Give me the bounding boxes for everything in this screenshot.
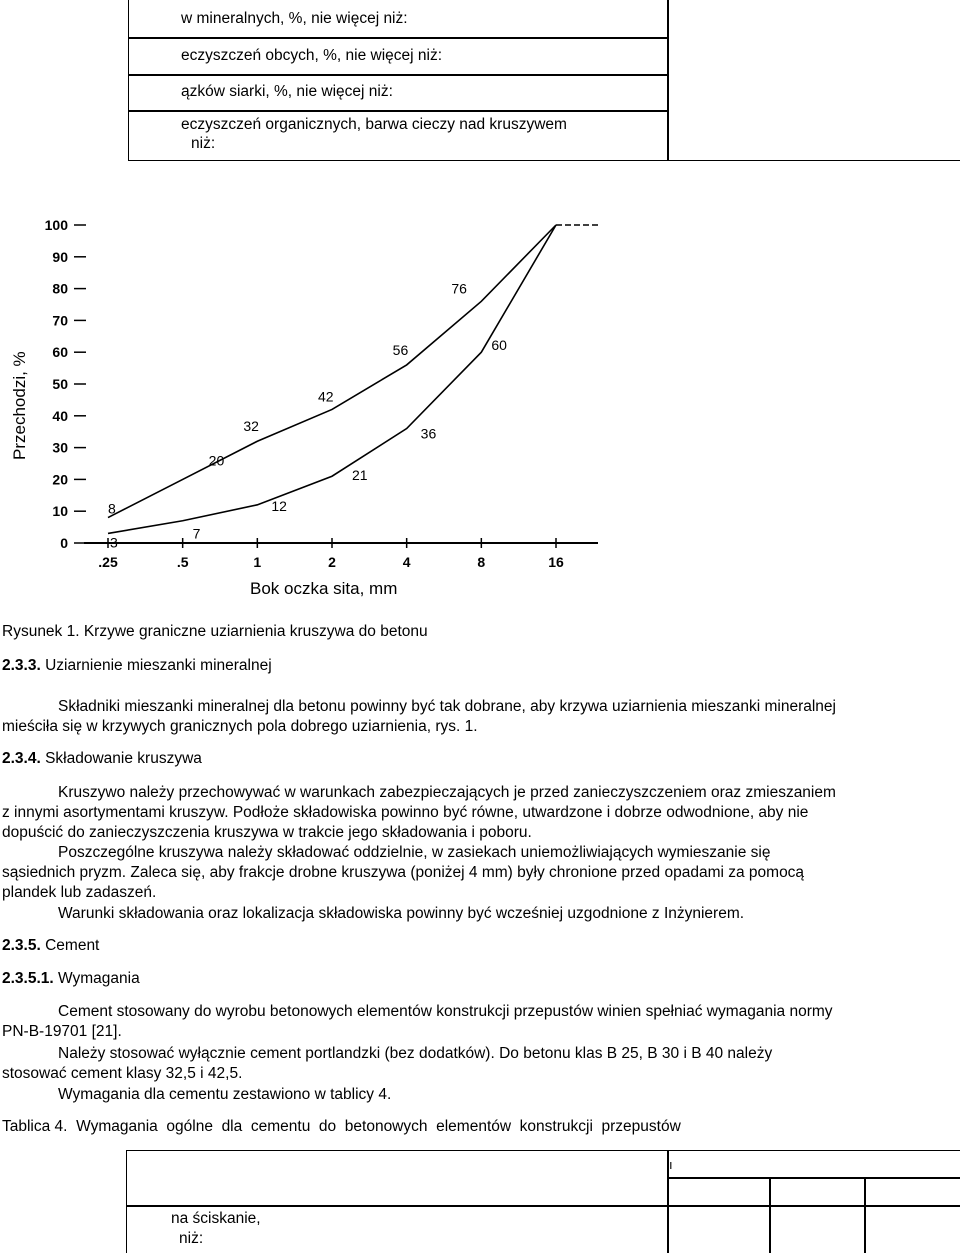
- data-label: 76: [451, 280, 467, 297]
- x-tick-label: .25: [98, 554, 118, 570]
- section-title: Cement: [45, 937, 100, 954]
- section-title: Uziarnienie mieszanki mineralnej: [45, 657, 272, 674]
- x-tick-label: .5: [176, 554, 189, 570]
- section-number: 2.3.3.: [2, 657, 41, 674]
- data-label: 32: [243, 418, 259, 435]
- paragraph-line: z innymi asortymentami kruszyw. Podłoże składowiska powinno być równe, utwardzone i dobrze odwodnione, aby nie: [2, 804, 809, 821]
- table-row-line: [129, 110, 667, 112]
- table-row-line: [129, 74, 667, 76]
- x-tick-label: 4: [402, 554, 411, 570]
- table-column-divider: [667, 0, 669, 160]
- section-title: Wymagania: [58, 970, 140, 987]
- table-row-label: niż:: [179, 1230, 204, 1247]
- table-row-label: eczyszczeń obcych, %, nie więcej niż:: [181, 47, 443, 64]
- y-tick-label: 60: [52, 344, 68, 361]
- y-tick-label: 0: [60, 535, 68, 551]
- data-label: 12: [271, 497, 287, 514]
- paragraph-line: Składniki mieszanki mineralnej dla betonu powinny być tak dobrane, aby krzywa uziarnienia mieszanki mineralnej: [58, 698, 836, 715]
- y-tick-label: 80: [52, 280, 68, 297]
- y-tick-label: 90: [52, 248, 68, 265]
- table-row-label: w mineralnych, %, nie więcej niż:: [181, 10, 408, 27]
- y-axis-label: Przechodzi, %: [10, 351, 29, 460]
- section-title: Składowanie kruszywa: [45, 750, 202, 767]
- x-tick-label: 8: [477, 554, 486, 570]
- top-table: [128, 0, 960, 161]
- y-tick-label: 30: [52, 439, 68, 456]
- chart-canvas: [0, 205, 610, 605]
- paragraph-line: PN-B-19701 [21].: [2, 1023, 122, 1040]
- table-header-fragment: ı: [669, 1157, 673, 1172]
- paragraph-line: Kruszywo należy przechowywać w warunkach zabezpieczających je przed zanieczyszczeniem oraz zmieszaniem: [58, 784, 836, 801]
- paragraph-line: sąsiednich pryzm. Zaleca się, aby frakcje drobne kruszywa (poniżej 4 mm) były chronione przed opadami za pomocą: [2, 864, 805, 881]
- table-row-line: [667, 1177, 960, 1179]
- paragraph-line: dopuścić do zanieczyszczenia kruszywa w trakcie jego składowania i poboru.: [2, 824, 532, 841]
- data-label: 21: [352, 467, 368, 484]
- paragraph-line: Należy stosować wyłącznie cement portlandzki (bez dodatków). Do betonu klas B 25, B 30 i B 40 należy: [58, 1045, 773, 1062]
- y-tick-label: 50: [52, 376, 68, 392]
- x-tick-label: 2: [328, 554, 336, 570]
- y-tick-label: 100: [44, 217, 68, 233]
- x-axis-label: Bok oczka sita, mm: [250, 579, 398, 598]
- table-row-label: na ściskanie,: [171, 1210, 261, 1227]
- data-label: 8: [108, 500, 116, 517]
- table-column-divider: [864, 1177, 866, 1253]
- grading-curve-line: [108, 225, 556, 518]
- paragraph-line: stosować cement klasy 32,5 i 42,5.: [2, 1065, 243, 1082]
- y-tick-label: 40: [52, 407, 68, 424]
- data-label: 7: [192, 525, 201, 542]
- paragraph-line: Wymagania dla cementu zestawiono w tablicy 4.: [58, 1086, 392, 1103]
- section-heading: [2, 656, 272, 676]
- table-row-line: [129, 37, 667, 39]
- table-column-divider: [769, 1177, 771, 1253]
- data-label: 36: [420, 425, 437, 442]
- data-label: 20: [208, 452, 225, 469]
- data-label: 3: [110, 534, 118, 551]
- section-number: 2.3.5.: [2, 937, 41, 954]
- x-tick-label: 16: [548, 554, 564, 570]
- paragraph-line: Cement stosowany do wyrobu betonowych elementów konstrukcji przepustów winien spełniać wymagania normy: [58, 1003, 833, 1020]
- paragraph-line: plandek lub zadaszeń.: [2, 884, 157, 901]
- section-number: 2.3.4.: [2, 750, 41, 767]
- grading-curve-line: [108, 225, 556, 533]
- x-tick-label: 1: [253, 554, 262, 570]
- paragraph-line: mieściła się w krzywych granicznych pola dobrego uziarnienia, rys. 1.: [2, 718, 478, 735]
- table-row-label: niż:: [191, 135, 216, 152]
- figure-caption: Rysunek 1. Krzywe graniczne uziarnienia kruszywa do betonu: [2, 623, 428, 640]
- table-row-line: [127, 1205, 960, 1207]
- y-tick-label: 10: [52, 503, 68, 520]
- section-number: 2.3.5.1.: [2, 970, 54, 987]
- table-row-label: ązków siarki, %, nie więcej niż:: [181, 83, 393, 100]
- data-label: 60: [491, 337, 507, 354]
- section-heading: [2, 969, 140, 989]
- grading-curve-chart: [0, 205, 610, 605]
- y-tick-label: 20: [52, 471, 68, 488]
- y-tick-label: 70: [52, 312, 68, 329]
- data-label: 42: [318, 388, 334, 405]
- section-heading: [2, 936, 99, 956]
- table-caption: Tablica 4. Wymagania ogólne dla cementu do betonowych elementów konstrukcji przepustów: [2, 1118, 681, 1135]
- data-label: 56: [392, 341, 409, 358]
- section-heading: [2, 749, 202, 769]
- paragraph-line: Warunki składowania oraz lokalizacja składowiska powinny być wcześniej uzgodnione z Inżynierem.: [58, 905, 745, 922]
- table-row-label: eczyszczeń organicznych, barwa cieczy nad kruszywem: [181, 116, 567, 133]
- paragraph-line: Poszczególne kruszywa należy składować oddzielnie, w zasiekach uniemożliwiających wymieszanie się: [58, 844, 771, 861]
- requirements-table: [126, 1150, 960, 1253]
